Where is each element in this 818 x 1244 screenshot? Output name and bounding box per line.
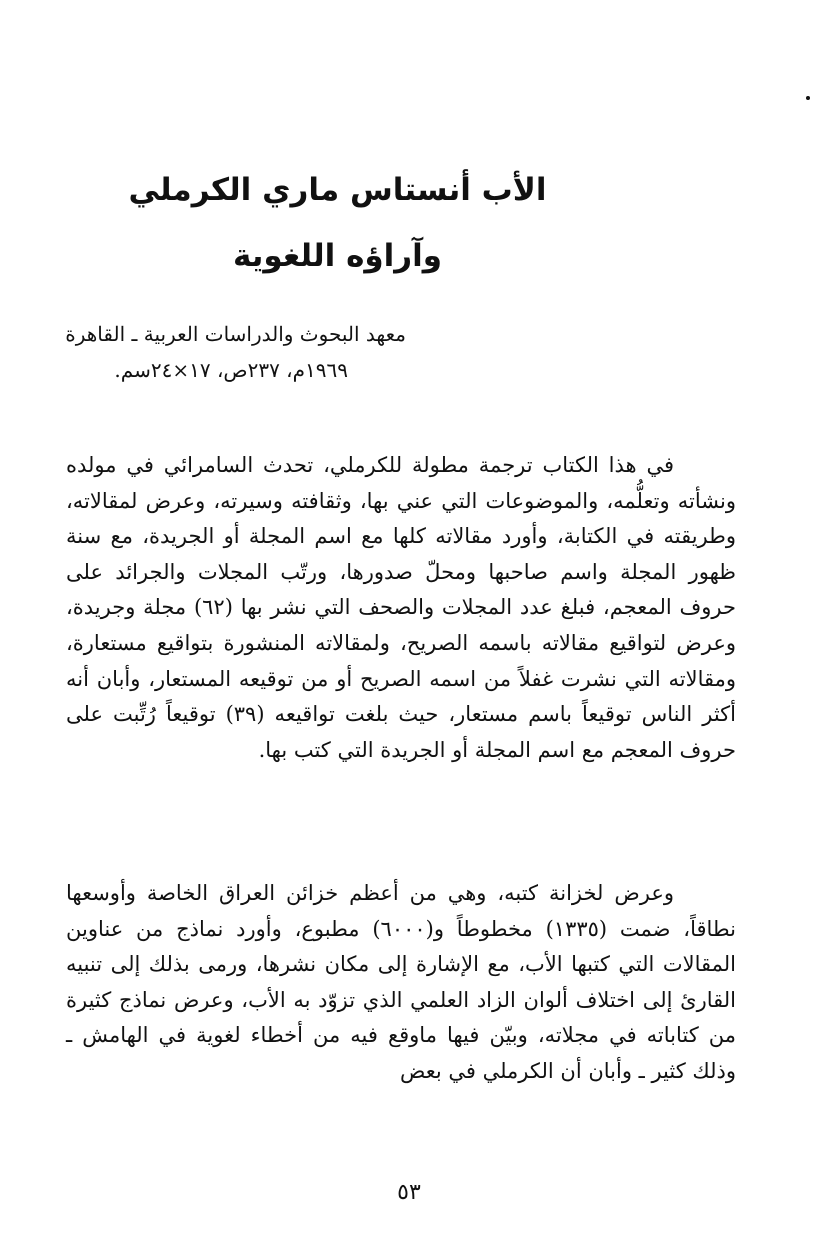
page-number: ٥٣: [397, 1180, 421, 1205]
publication-details-line: ١٩٦٩م، ٢٣٧ص، ١٧×٢٤سم.: [114, 358, 348, 382]
edge-mark: [806, 96, 810, 100]
publisher-line: معهد البحوث والدراسات العربية ـ القاهرة: [65, 322, 406, 346]
page-subtitle: وآراؤه اللغوية: [232, 238, 443, 274]
body-paragraph-1: في هذا الكتاب ترجمة مطولة للكرملي، تحدث السامرائي في مولده ونشأته وتعلُّمه، والموضوعات التي عني بها، وثقافته وسيرته، وعرض لمقالاته، وطريقته في الكتابة، وأورد مقالاته كلها مع اسم المجلة أو الجريدة، مع سنة ظهور المجلة واسم صاحبها ومحلّ صدورها، ورتّب المجلات والجرائد على حروف المعجم، فبلغ عدد المجلات والصحف التي نشر بها (٦٢) مجلة وجريدة، وعرض لتواقيع مقالاته باسمه الصريح، ولمقالاته المنشورة بتواقيع مستعارة، ومقالاته التي نشرت غفلاً من اسمه الصريح أو من توقيعه المستعار، وأبان أنه أكثر الناس توقيعاً باسم مستعار، حيث بلغت تواقيعه (٣٩) توقيعاً رُتِّبت على حروف المعجم مع اسم المجلة أو الجريدة التي كتب بها.: [66, 453, 736, 762]
page-title: الأب أنستاس ماري الكرملي: [128, 172, 547, 208]
bibliographic-info: [60, 316, 406, 388]
body-paragraph-2: وعرض لخزانة كتبه، وهي من أعظم خزائن العراق الخاصة وأوسعها نطاقاً، ضمت (١٣٣٥) مخطوطاً و(٦٠٠٠) مطبوع، وأورد نماذج من عناوين المقالات التي كتبها الأب، مع الإشارة إلى مكان نشرها، ورمى بذلك إلى تنبيه القارئ إلى اختلاف ألوان الزاد العلمي الذي تزوّد به الأب، وعرض نماذج كثيرة من كتاباته في مجلاته، وبيّن فيها ماوقع فيه من أخطاء لغوية في الهامش ـ وذلك كثير ـ وأبان أن الكرملي في بعض: [66, 881, 736, 1083]
